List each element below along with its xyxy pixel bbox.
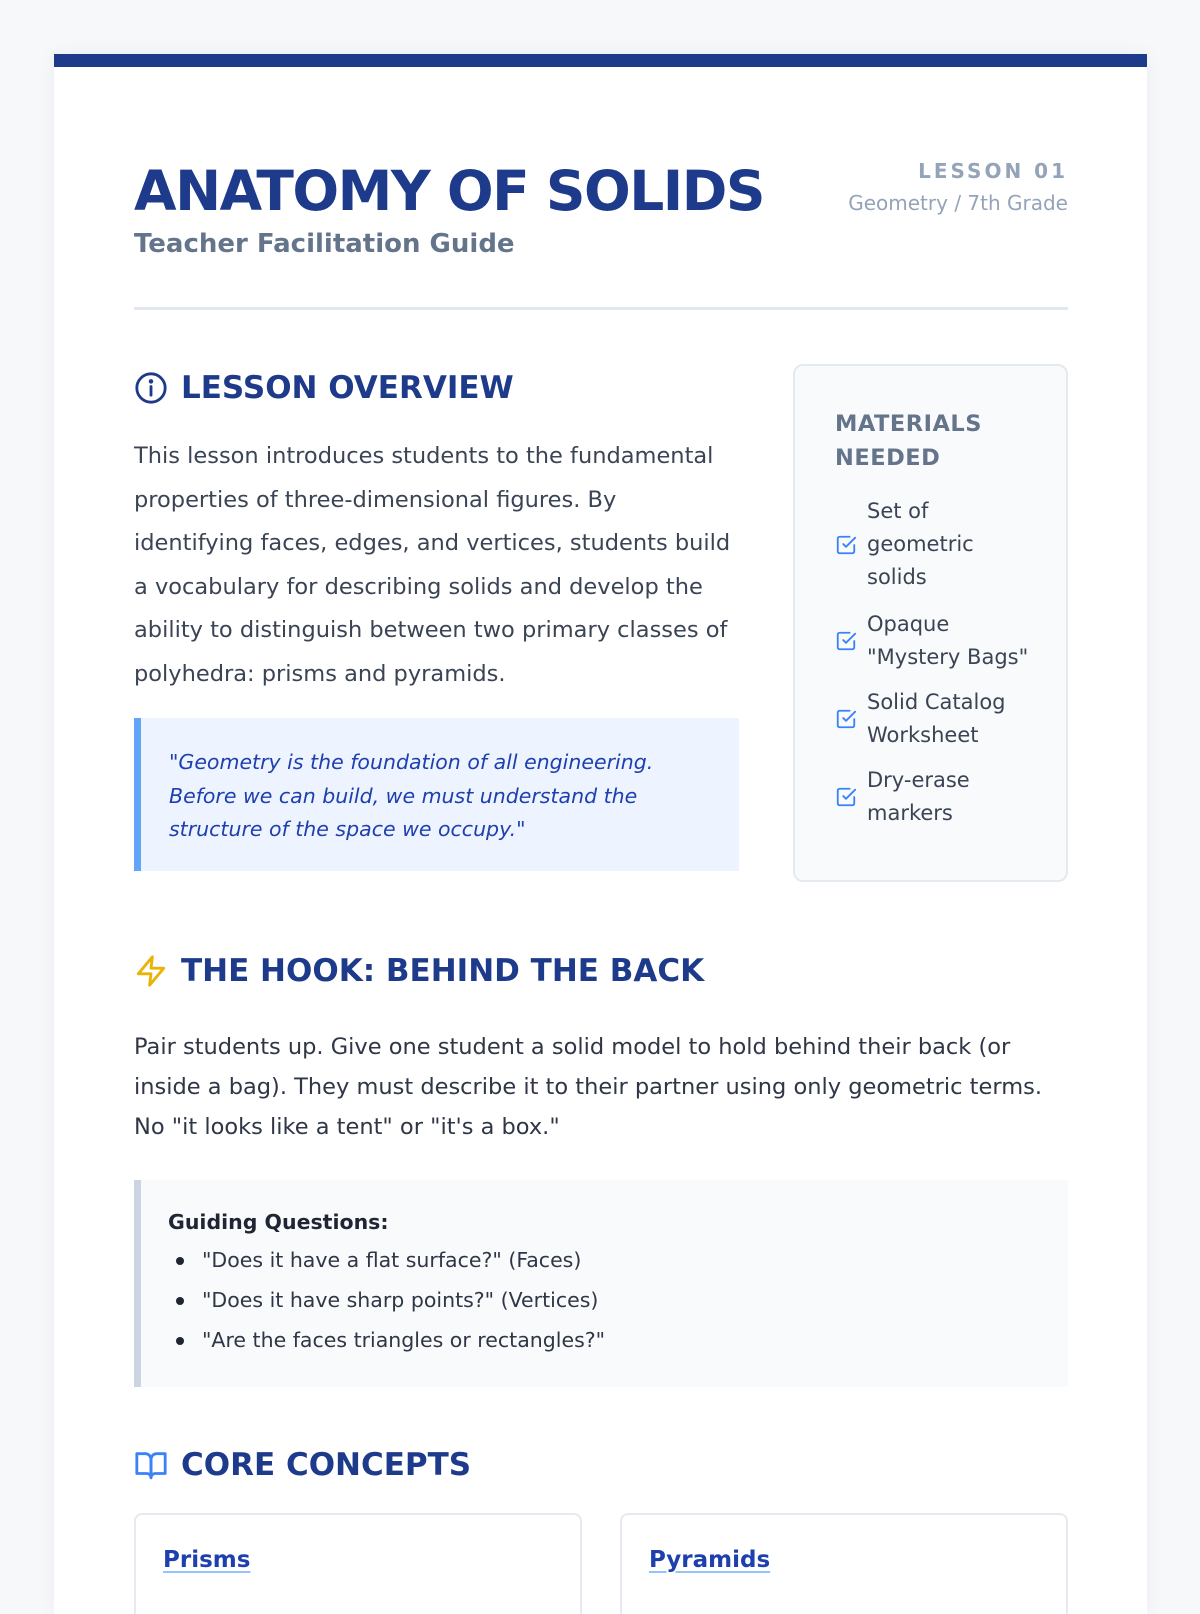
book-icon (134, 1448, 168, 1482)
overview-heading (134, 370, 514, 406)
guiding-questions-title: Guiding Questions: (168, 1210, 389, 1234)
info-icon (134, 371, 168, 405)
lightning-icon (134, 954, 168, 988)
material-label: Set of geometric solids (867, 499, 974, 589)
material-label: Dry-erase markers (867, 768, 970, 825)
hook-heading-label: THE HOOK: BEHIND THE BACK (181, 953, 705, 989)
guide-page (54, 54, 1147, 1614)
guiding-question: "Does it have a flat surface?" (Faces) (168, 1240, 1068, 1280)
checkbox-icon (835, 630, 857, 652)
concept-card-pyramids (620, 1513, 1068, 1614)
material-item (835, 608, 1035, 674)
concept-card-prisms (134, 1513, 582, 1614)
concept-card-title[interactable]: Pyramids (649, 1547, 771, 1573)
guiding-question: "Are the faces triangles or rectangles?" (168, 1320, 1068, 1360)
concept-card-title[interactable]: Prisms (163, 1547, 251, 1573)
lesson-number: LESSON 01 (918, 159, 1068, 183)
checkbox-icon (835, 708, 857, 730)
materials-list (835, 495, 1035, 842)
guiding-questions-list (168, 1240, 1068, 1360)
hook-body: Pair students up. Give one student a solid model to hold behind their back (or inside a bag). They must describe it to their partner using only geometric terms. No "it looks like a tent" or "it's a box." (134, 1034, 1042, 1140)
material-item (835, 686, 1035, 752)
guiding-question: "Does it have sharp points?" (Vertices) (168, 1280, 1068, 1320)
core-heading (134, 1447, 471, 1483)
guiding-questions-box (134, 1180, 1068, 1387)
page-subtitle: Teacher Facilitation Guide (134, 229, 515, 259)
page-title: ANATOMY OF SOLIDS (134, 159, 764, 223)
overview-quote: "Geometry is the foundation of all engineering. Before we can build, we must understand the structure of the space we occupy." (134, 718, 739, 871)
materials-title: MATERIALS NEEDED (835, 411, 982, 471)
checkbox-icon (835, 534, 857, 556)
overview-body: This lesson introduces students to the fundamental properties of three-dimensional figures. By identifying faces, edges, and vertices, students build a vocabulary for describing solids and develop the ability to distinguish between two primary classes of polyhedra: prisms and pyramids. (134, 443, 731, 687)
material-item (835, 764, 1035, 830)
header-divider (134, 307, 1068, 310)
material-label: Solid Catalog Worksheet (867, 690, 1006, 747)
lesson-course: Geometry / 7th Grade (848, 191, 1068, 215)
material-label: Opaque "Mystery Bags" (867, 612, 1029, 669)
materials-panel (793, 364, 1068, 882)
material-item (835, 495, 1035, 594)
hook-heading (134, 953, 704, 989)
lesson-meta (848, 159, 1068, 215)
checkbox-icon (835, 786, 857, 808)
core-heading-label: CORE CONCEPTS (181, 1447, 472, 1483)
overview-heading-label: LESSON OVERVIEW (181, 370, 514, 406)
